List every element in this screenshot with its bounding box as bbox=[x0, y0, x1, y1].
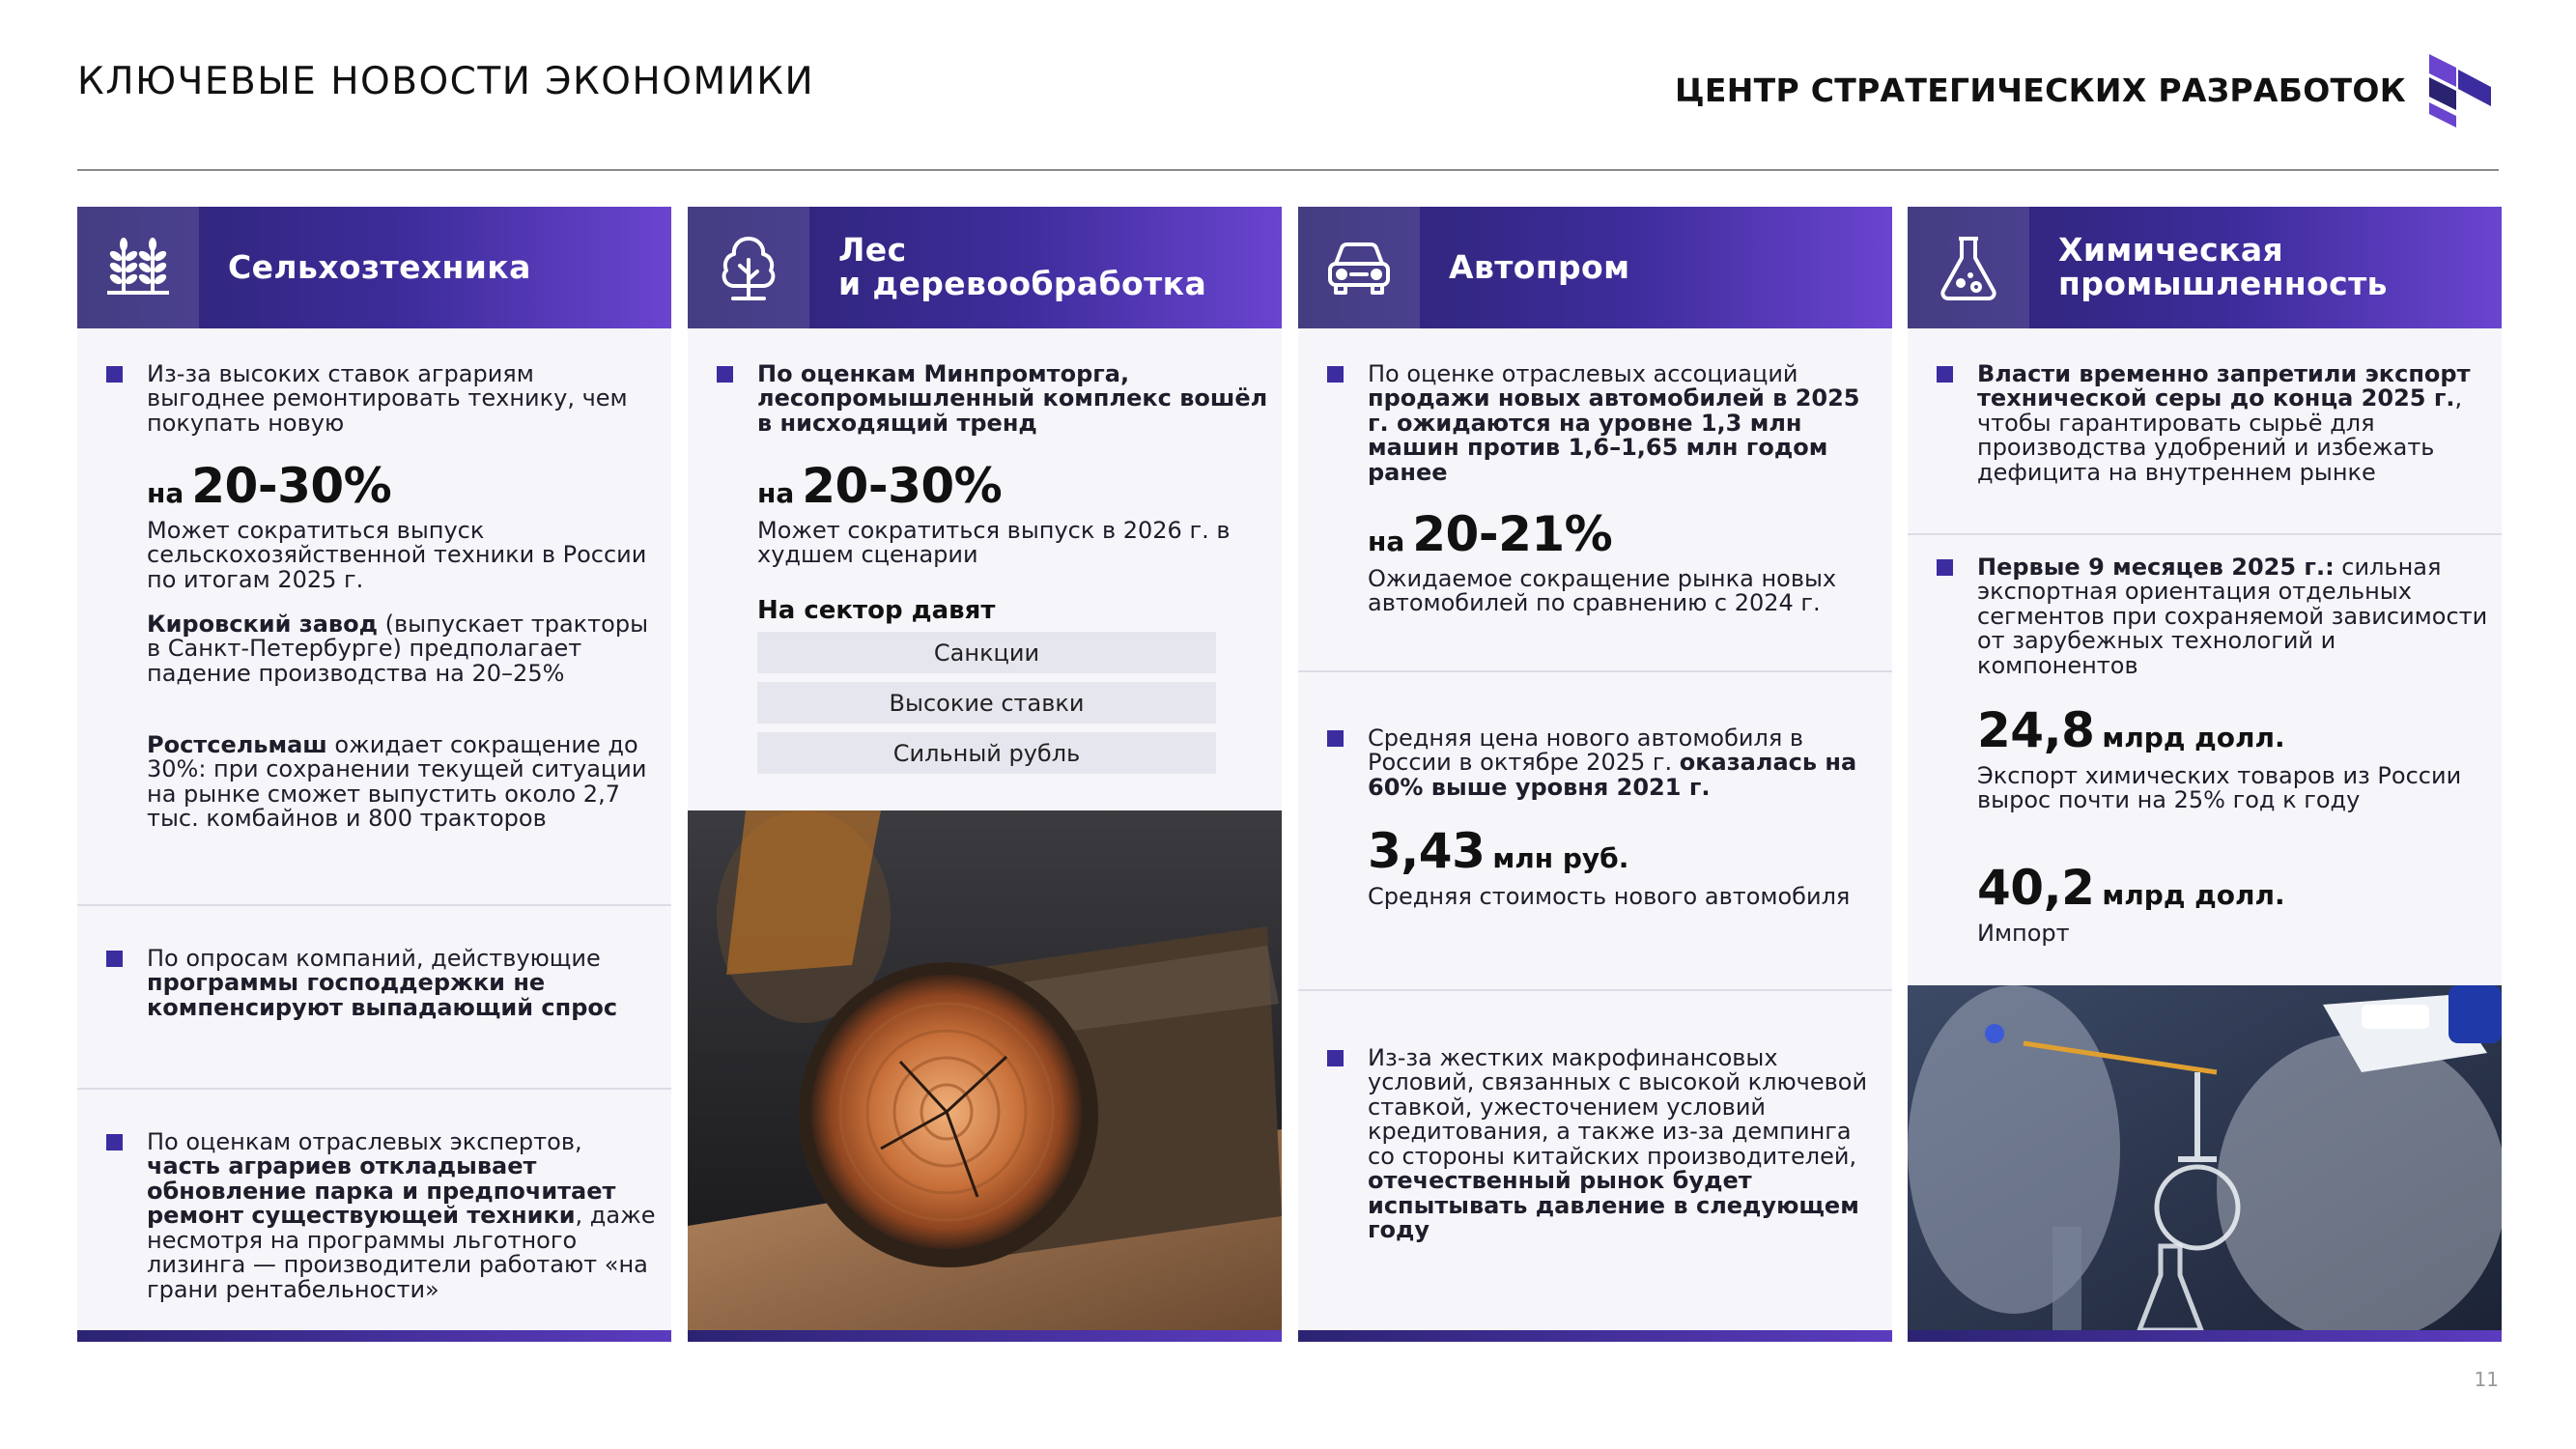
note-rest: (выпускает тракторы в Санкт-Петербурге) предполагает падение производства на 20–25% bbox=[147, 611, 649, 687]
note-kirovsky bbox=[147, 612, 659, 686]
block-text bbox=[757, 362, 1269, 436]
text-regular: По опросам компаний, действующие bbox=[147, 945, 601, 972]
block-text bbox=[1368, 1046, 1880, 1243]
text-bold: продажи новых автомобилей в 2025 г. ожидаются на уровне 1,3 млн машин против 1,6–1,65 млн годом ранее bbox=[1368, 384, 1860, 486]
column-header bbox=[77, 207, 671, 328]
column-title-line: промышленность bbox=[2058, 265, 2388, 302]
text-regular: , даже несмотря на программы льготного лизинга — производители работают «на грани рентабельности» bbox=[147, 1202, 656, 1303]
column-title-line: Лес bbox=[838, 231, 907, 270]
bullet-marker bbox=[106, 1134, 123, 1151]
stat-unit: млрд долл. bbox=[2102, 722, 2285, 753]
block-separator bbox=[1298, 989, 1892, 991]
tree-icon bbox=[712, 231, 785, 304]
lab-photo bbox=[1908, 985, 2502, 1330]
note-bold: Кировский завод bbox=[147, 611, 378, 638]
note-rest: ожидает сокращение до 30%: при сохранении текущей ситуации на рынке сможет выпустить около 2,7 тыс. комбайнов и 800 тракторов bbox=[147, 731, 647, 833]
stat-line bbox=[147, 458, 391, 514]
brand-name: ЦЕНТР СТРАТЕГИЧЕСКИХ РАЗРАБОТОК bbox=[1674, 71, 2406, 109]
column-icon-box bbox=[1908, 207, 2029, 328]
block-text bbox=[1977, 362, 2489, 485]
stat-line bbox=[757, 458, 1002, 514]
text-bold: отечественный рынок будет испытывать давление в следующем году bbox=[1368, 1167, 1859, 1244]
stat-unit: млн руб. bbox=[1492, 842, 1629, 874]
stat-caption: Может сократиться выпуск в 2026 г. в худшем сценарии bbox=[757, 517, 1231, 569]
bullet-marker bbox=[1937, 559, 1953, 576]
text-regular: сильная экспортная ориентация отдельных сегментов при сохраняемой зависимости от зарубежных технологий и компонентов bbox=[1977, 554, 2488, 679]
stat-prefix: на bbox=[757, 477, 795, 509]
text-regular: , чтобы гарантировать сырьё для производства удобрений и избежать дефицита на внутреннем рынке bbox=[1977, 384, 2463, 486]
pressure-item: Сильный рубль bbox=[757, 732, 1216, 774]
column-chemical bbox=[1908, 207, 2502, 1342]
text-bold: По оценкам Минпромторга, лесопромышленный комплекс вошёл в нисходящий тренд bbox=[757, 360, 1268, 437]
column-title bbox=[809, 207, 1206, 328]
stat-caption: Может сократиться выпуск сельскохозяйственной техники в России по итогам 2025 г. bbox=[147, 517, 647, 593]
bullet-marker bbox=[1937, 366, 1953, 383]
text-regular: По оценкам отраслевых экспертов, bbox=[147, 1128, 582, 1155]
pressure-item: Санкции bbox=[757, 632, 1216, 673]
stat-line bbox=[1977, 860, 2285, 916]
block-text bbox=[147, 947, 659, 1020]
stat-value: 20-30% bbox=[802, 458, 1003, 514]
text-bold: Власти временно запретили экспорт технической серы до конца 2025 г. bbox=[1977, 360, 2471, 412]
text-regular: Из-за жестких макрофинансовых условий, связанных с высокой ключевой ставкой, ужесточением условий кредитования, а также из-за демпинга со стороны китайских производителей, bbox=[1368, 1044, 1868, 1170]
bullet-marker bbox=[1327, 366, 1344, 383]
stat-value: 3,43 bbox=[1368, 823, 1486, 879]
text-bold: Первые 9 месяцев 2025 г.: bbox=[1977, 554, 2335, 581]
block-separator bbox=[1298, 670, 1892, 672]
text-regular: По оценке отраслевых ассоциаций bbox=[1368, 360, 1798, 387]
column-title bbox=[1420, 207, 1630, 328]
column-title-line: Химическая bbox=[2058, 231, 2284, 270]
stat-value: 40,2 bbox=[1977, 860, 2095, 916]
text-bold: часть аграриев откладывает обновление парка и предпочитает ремонт существующей техники bbox=[147, 1152, 616, 1230]
stat-unit: млрд долл. bbox=[2102, 879, 2285, 911]
block-text bbox=[147, 1130, 659, 1302]
pressure-title: На сектор давят bbox=[757, 596, 996, 625]
flask-icon bbox=[1932, 231, 2005, 304]
text-regular: Средняя цена нового автомобиля в России в октябре 2025 г. bbox=[1368, 724, 1804, 777]
wheat-icon bbox=[101, 231, 175, 304]
page-number: 11 bbox=[2474, 1368, 2499, 1391]
note-bold: Ростсельмаш bbox=[147, 731, 327, 758]
note-rostselmash bbox=[147, 733, 659, 832]
column-icon-box bbox=[1298, 207, 1420, 328]
column-icon-box bbox=[77, 207, 199, 328]
stat-caption: Ожидаемое сокращение рынка новых автомобилей по сравнению с 2024 г. bbox=[1368, 565, 1837, 617]
bullet-marker bbox=[106, 366, 123, 383]
car-icon bbox=[1322, 231, 1396, 304]
column-icon-box bbox=[688, 207, 809, 328]
stat-line bbox=[1368, 823, 1628, 879]
bullet-marker bbox=[1327, 1050, 1344, 1066]
stat-prefix: на bbox=[1368, 526, 1405, 557]
column-header bbox=[688, 207, 1282, 328]
stat-prefix: на bbox=[147, 477, 184, 509]
stat-caption: Импорт bbox=[1977, 920, 2070, 947]
column-title bbox=[2029, 207, 2388, 328]
column-header bbox=[1908, 207, 2502, 328]
page-title: КЛЮЧЕВЫЕ НОВОСТИ ЭКОНОМИКИ bbox=[77, 60, 815, 103]
stat-caption: Средняя стоимость нового автомобиля bbox=[1368, 883, 1851, 910]
block-separator bbox=[77, 904, 671, 906]
block-text bbox=[1977, 555, 2489, 678]
header-divider bbox=[77, 169, 2499, 171]
stat-line bbox=[1977, 702, 2285, 758]
block-separator bbox=[1908, 533, 2502, 535]
text-bold: оказалась на 60% выше уровня 2021 г. bbox=[1368, 749, 1857, 801]
stat-line bbox=[1368, 506, 1612, 562]
stat-value: 24,8 bbox=[1977, 702, 2095, 758]
column-header bbox=[1298, 207, 1892, 328]
log-illustration bbox=[688, 810, 1282, 1330]
column-forestry bbox=[688, 207, 1282, 1342]
csr-logo-icon bbox=[2423, 48, 2499, 131]
log-photo bbox=[688, 810, 1282, 1330]
brand bbox=[1675, 46, 2499, 133]
pressure-item: Высокие ставки bbox=[757, 682, 1216, 724]
bullet-marker bbox=[106, 951, 123, 967]
block-separator bbox=[77, 1088, 671, 1090]
column-title-line: и деревообработка bbox=[838, 265, 1207, 302]
stat-value: 20-21% bbox=[1412, 506, 1613, 562]
stat-value: 20-30% bbox=[191, 458, 392, 514]
text-bold: программы господдержки не компенсируют выпадающий спрос bbox=[147, 969, 618, 1021]
block-text: Из-за высоких ставок аграриям выгоднее ремонтировать технику, чем покупать новую bbox=[147, 360, 628, 437]
column-agri-machinery bbox=[77, 207, 671, 1342]
lab-illustration bbox=[1908, 985, 2502, 1330]
block-text bbox=[1368, 362, 1880, 485]
column-automotive bbox=[1298, 207, 1892, 1342]
column-title-line: Сельхозтехника bbox=[228, 247, 531, 286]
bullet-marker bbox=[1327, 730, 1344, 747]
block-text bbox=[1368, 726, 1880, 800]
bullet-marker bbox=[717, 366, 733, 383]
column-title-line: Автопром bbox=[1449, 247, 1630, 286]
stat-caption: Экспорт химических товаров из России вырос почти на 25% год к году bbox=[1977, 762, 2462, 814]
column-title bbox=[199, 207, 531, 328]
